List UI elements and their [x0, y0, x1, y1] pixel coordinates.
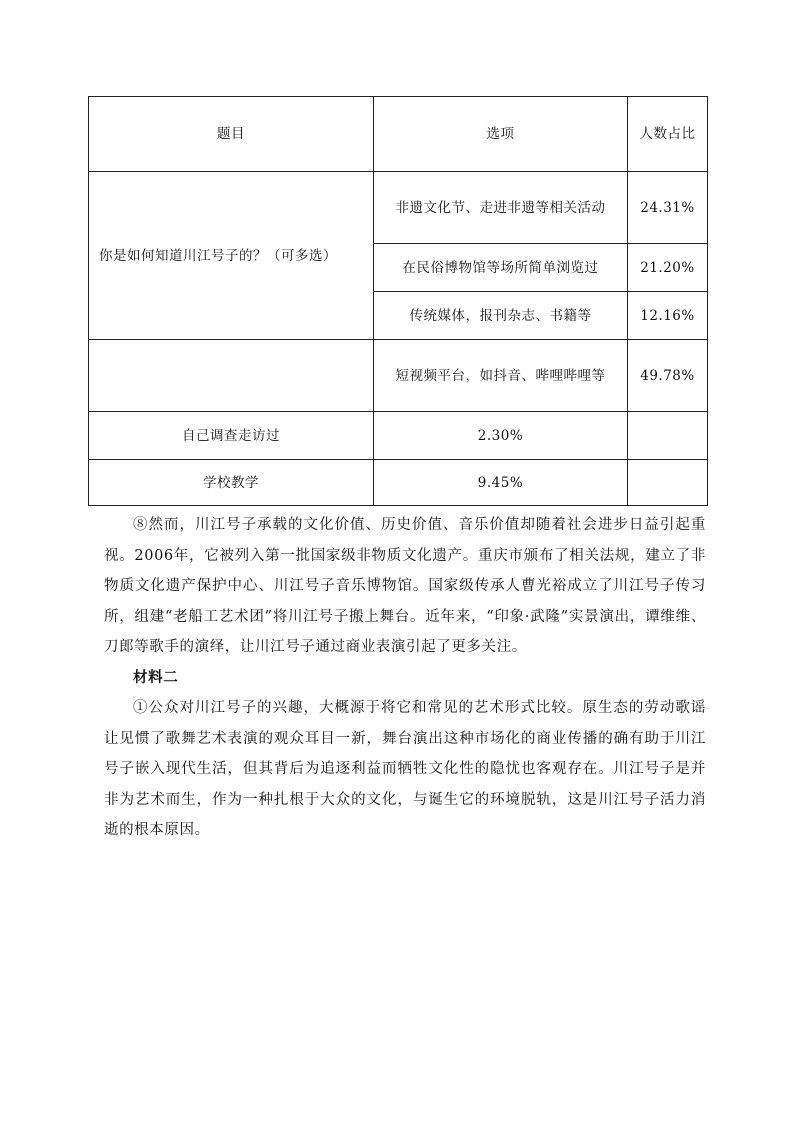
table-row	[89, 460, 708, 506]
table-row	[89, 172, 708, 244]
question-cell: 你是如何知道川江号子的？（可多选）	[89, 172, 374, 340]
option-cell: 自己调查走访过	[89, 412, 374, 460]
empty-cell	[628, 460, 708, 506]
table-header-row	[89, 97, 708, 172]
table-row	[89, 340, 708, 412]
table-row	[89, 412, 708, 460]
empty-cell	[89, 340, 374, 412]
paragraph-1: ①公众对川江号子的兴趣，大概源于将它和常见的艺术形式比较。原生态的劳动歌谣让见惯了歌舞艺术表演的观众耳目一新，舞台演出这种市场化的商业传播的确有助于川江号子嵌入现代生活，但其背后为追逐利益而牺牲文化性的隐忧也客观存在。川江号子是并非为艺术而生，作为一种扎根于大众的文化，与诞生它的环境脱轨，这是川江号子活力消逝的根本原因。	[104, 700, 706, 838]
header-question: 题目	[89, 97, 374, 172]
ratio-cell: 49.78%	[628, 340, 708, 412]
option-cell: 非遗文化节、走进非遗等相关活动	[374, 172, 628, 244]
ratio-cell: 2.30%	[374, 412, 628, 460]
ratio-cell: 21.20%	[628, 244, 708, 292]
survey-table	[88, 96, 708, 506]
ratio-cell: 9.45%	[374, 460, 628, 506]
header-option: 选项	[374, 97, 628, 172]
option-cell: 学校教学	[89, 460, 374, 506]
ratio-cell: 24.31%	[628, 172, 708, 244]
option-cell: 短视频平台，如抖音、哔哩哔哩等	[374, 340, 628, 412]
option-cell: 传统媒体，报刊杂志、书籍等	[374, 292, 628, 340]
ratio-cell: 12.16%	[628, 292, 708, 340]
header-ratio: 人数占比	[628, 97, 708, 172]
option-cell: 在民俗博物馆等场所简单浏览过	[374, 244, 628, 292]
article-body	[104, 510, 706, 846]
paragraph-8: ⑧然而，川江号子承载的文化价值、历史价值、音乐价值却随着社会进步日益引起重视。2006年，它被列入第一批国家级非物质文化遗产。重庆市颁布了相关法规，建立了非物质文化遗产保护中心、川江号子音乐博物馆。国家级传承人曹光裕成立了川江号子传习所，组建“老船工艺术团”将川江号子搬上舞台。近年来，“印象·武隆”实景演出，谭维维、刀郎等歌手的演绎，让川江号子通过商业表演引起了更多关注。	[104, 517, 706, 655]
empty-cell	[628, 412, 708, 460]
section-heading-material-2: 材料二	[133, 668, 179, 686]
